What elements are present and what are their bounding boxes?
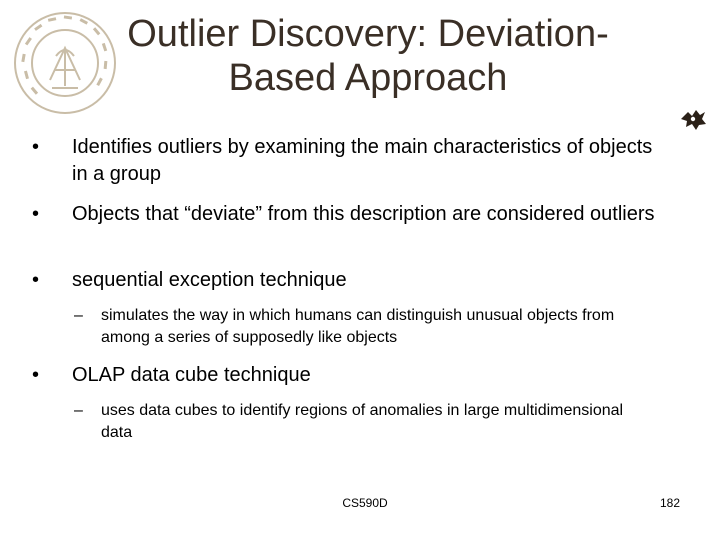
bullet-text: sequential exception technique <box>72 269 347 291</box>
sub-bullet-marker: – <box>74 402 83 419</box>
bullet-text: Identifies outliers by examining the main characteristics of objects in a group <box>72 136 653 185</box>
bullet-marker: • <box>32 203 40 225</box>
bullet-marker: • <box>32 364 40 386</box>
bullet-item <box>30 362 672 389</box>
sub-bullet-item <box>74 400 641 444</box>
slide-title-line-2: Based Approach <box>228 57 508 99</box>
bullet-text: Objects that “deviate” from this description are considered outliers <box>72 203 655 225</box>
bullet-text: OLAP data cube technique <box>72 364 311 386</box>
corner-ornament-icon <box>678 106 708 132</box>
bullet-item <box>30 201 672 228</box>
footer-course-label: CS590D <box>342 496 388 510</box>
sub-bullet-marker: – <box>74 307 83 324</box>
university-seal-icon <box>10 8 120 118</box>
slide-title-line-1: Outlier Discovery: Deviation- <box>127 13 609 55</box>
bullet-item <box>30 134 672 188</box>
slide-title <box>118 12 618 100</box>
sub-bullet-text: uses data cubes to identify regions of anomalies in large multidimensional data <box>101 402 624 441</box>
bullet-marker: • <box>32 269 40 291</box>
bullet-marker: • <box>32 136 40 158</box>
sub-bullet-text: simulates the way in which humans can distinguish unusual objects from among a series of supposedly like objects <box>101 307 615 346</box>
sub-bullet-item <box>74 305 641 349</box>
footer-page-number: 182 <box>659 496 680 510</box>
bullet-item <box>30 267 672 294</box>
